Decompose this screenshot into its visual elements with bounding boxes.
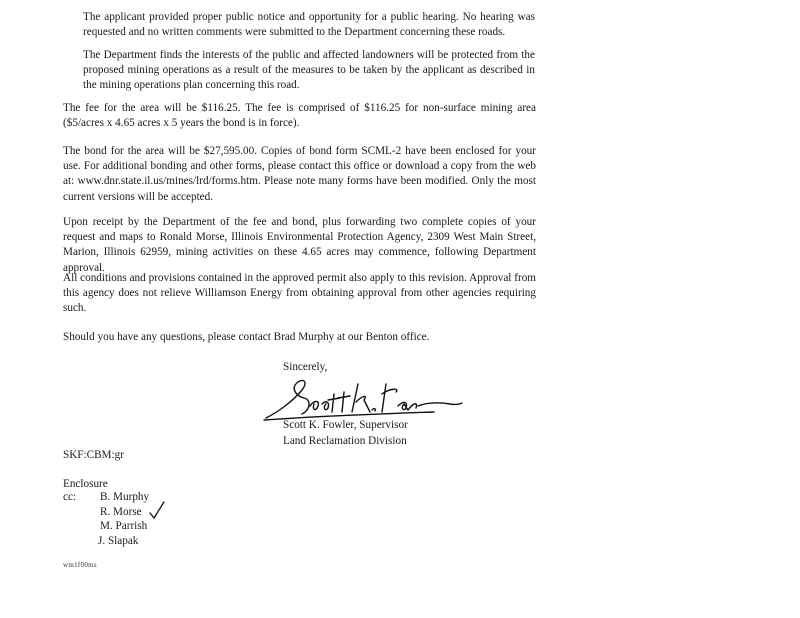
paragraph-public-notice: The applicant provided proper public notice and opportunity for a public hearing. No hearing was requested and no written comments were submitted to the Department concerning these roads. [83,11,535,39]
cc-label: cc: [63,491,77,503]
cc-recipient: R. Morse [100,506,142,518]
paragraph-conditions: All conditions and provisions contained in the approved permit also apply to this revision. Approval from this agency does not relieve Williamson Energy from obtaining approval from other agencies requiring such. [63,272,536,315]
enclosure-label: Enclosure [63,478,108,490]
paragraph-department-findings: The Department finds the interests of the public and affected landowners will be protected from the proposed mining operations as a result of the measures to be taken by the applicant as described in the mining operations plan concerning this road. [83,49,535,92]
signature-image [258,372,468,424]
cc-recipient: J. Slapak [98,535,139,547]
signer-name: Scott K. Fowler, Supervisor [283,419,408,431]
paragraph-contact: Should you have any questions, please contact Brad Murphy at our Benton office. [63,331,430,343]
signer-division: Land Reclamation Division [283,435,407,447]
paragraph-bond: The bond for the area will be $27,595.00. Copies of bond form SCML-2 have been enclosed for your use. For additional bonding and other forms, please contact this office or download a copy from the web at: www.dnr.state.il.us/mines/lrd/forms.htm. Please note many forms have been modified. Only the most current versions will be accepted. [63,145,536,203]
paragraph-receipt: Upon receipt by the Department of the fee and bond, plus forwarding two complete copies of your request and maps to Ronald Morse, Illinois Environmental Protection Agency, 2309 West Main Street, Marion, Illinois 62959, mining activities on these 4.65 acres may commence, following Department approval. [63,216,536,274]
footer-code: wm1f00ms [63,561,97,569]
reference-initials: SKF:CBM:gr [63,449,124,461]
cc-recipient: B. Murphy [100,491,150,503]
cc-recipient: M. Parrish [100,520,148,532]
salutation: Sincerely, [283,361,328,373]
checkmark-icon [148,500,166,520]
paragraph-fee: The fee for the area will be $116.25. The fee is comprised of $116.25 for non-surface mining area ($5/acres x 4.65 acres x 5 years the bond is in force). [63,102,536,130]
